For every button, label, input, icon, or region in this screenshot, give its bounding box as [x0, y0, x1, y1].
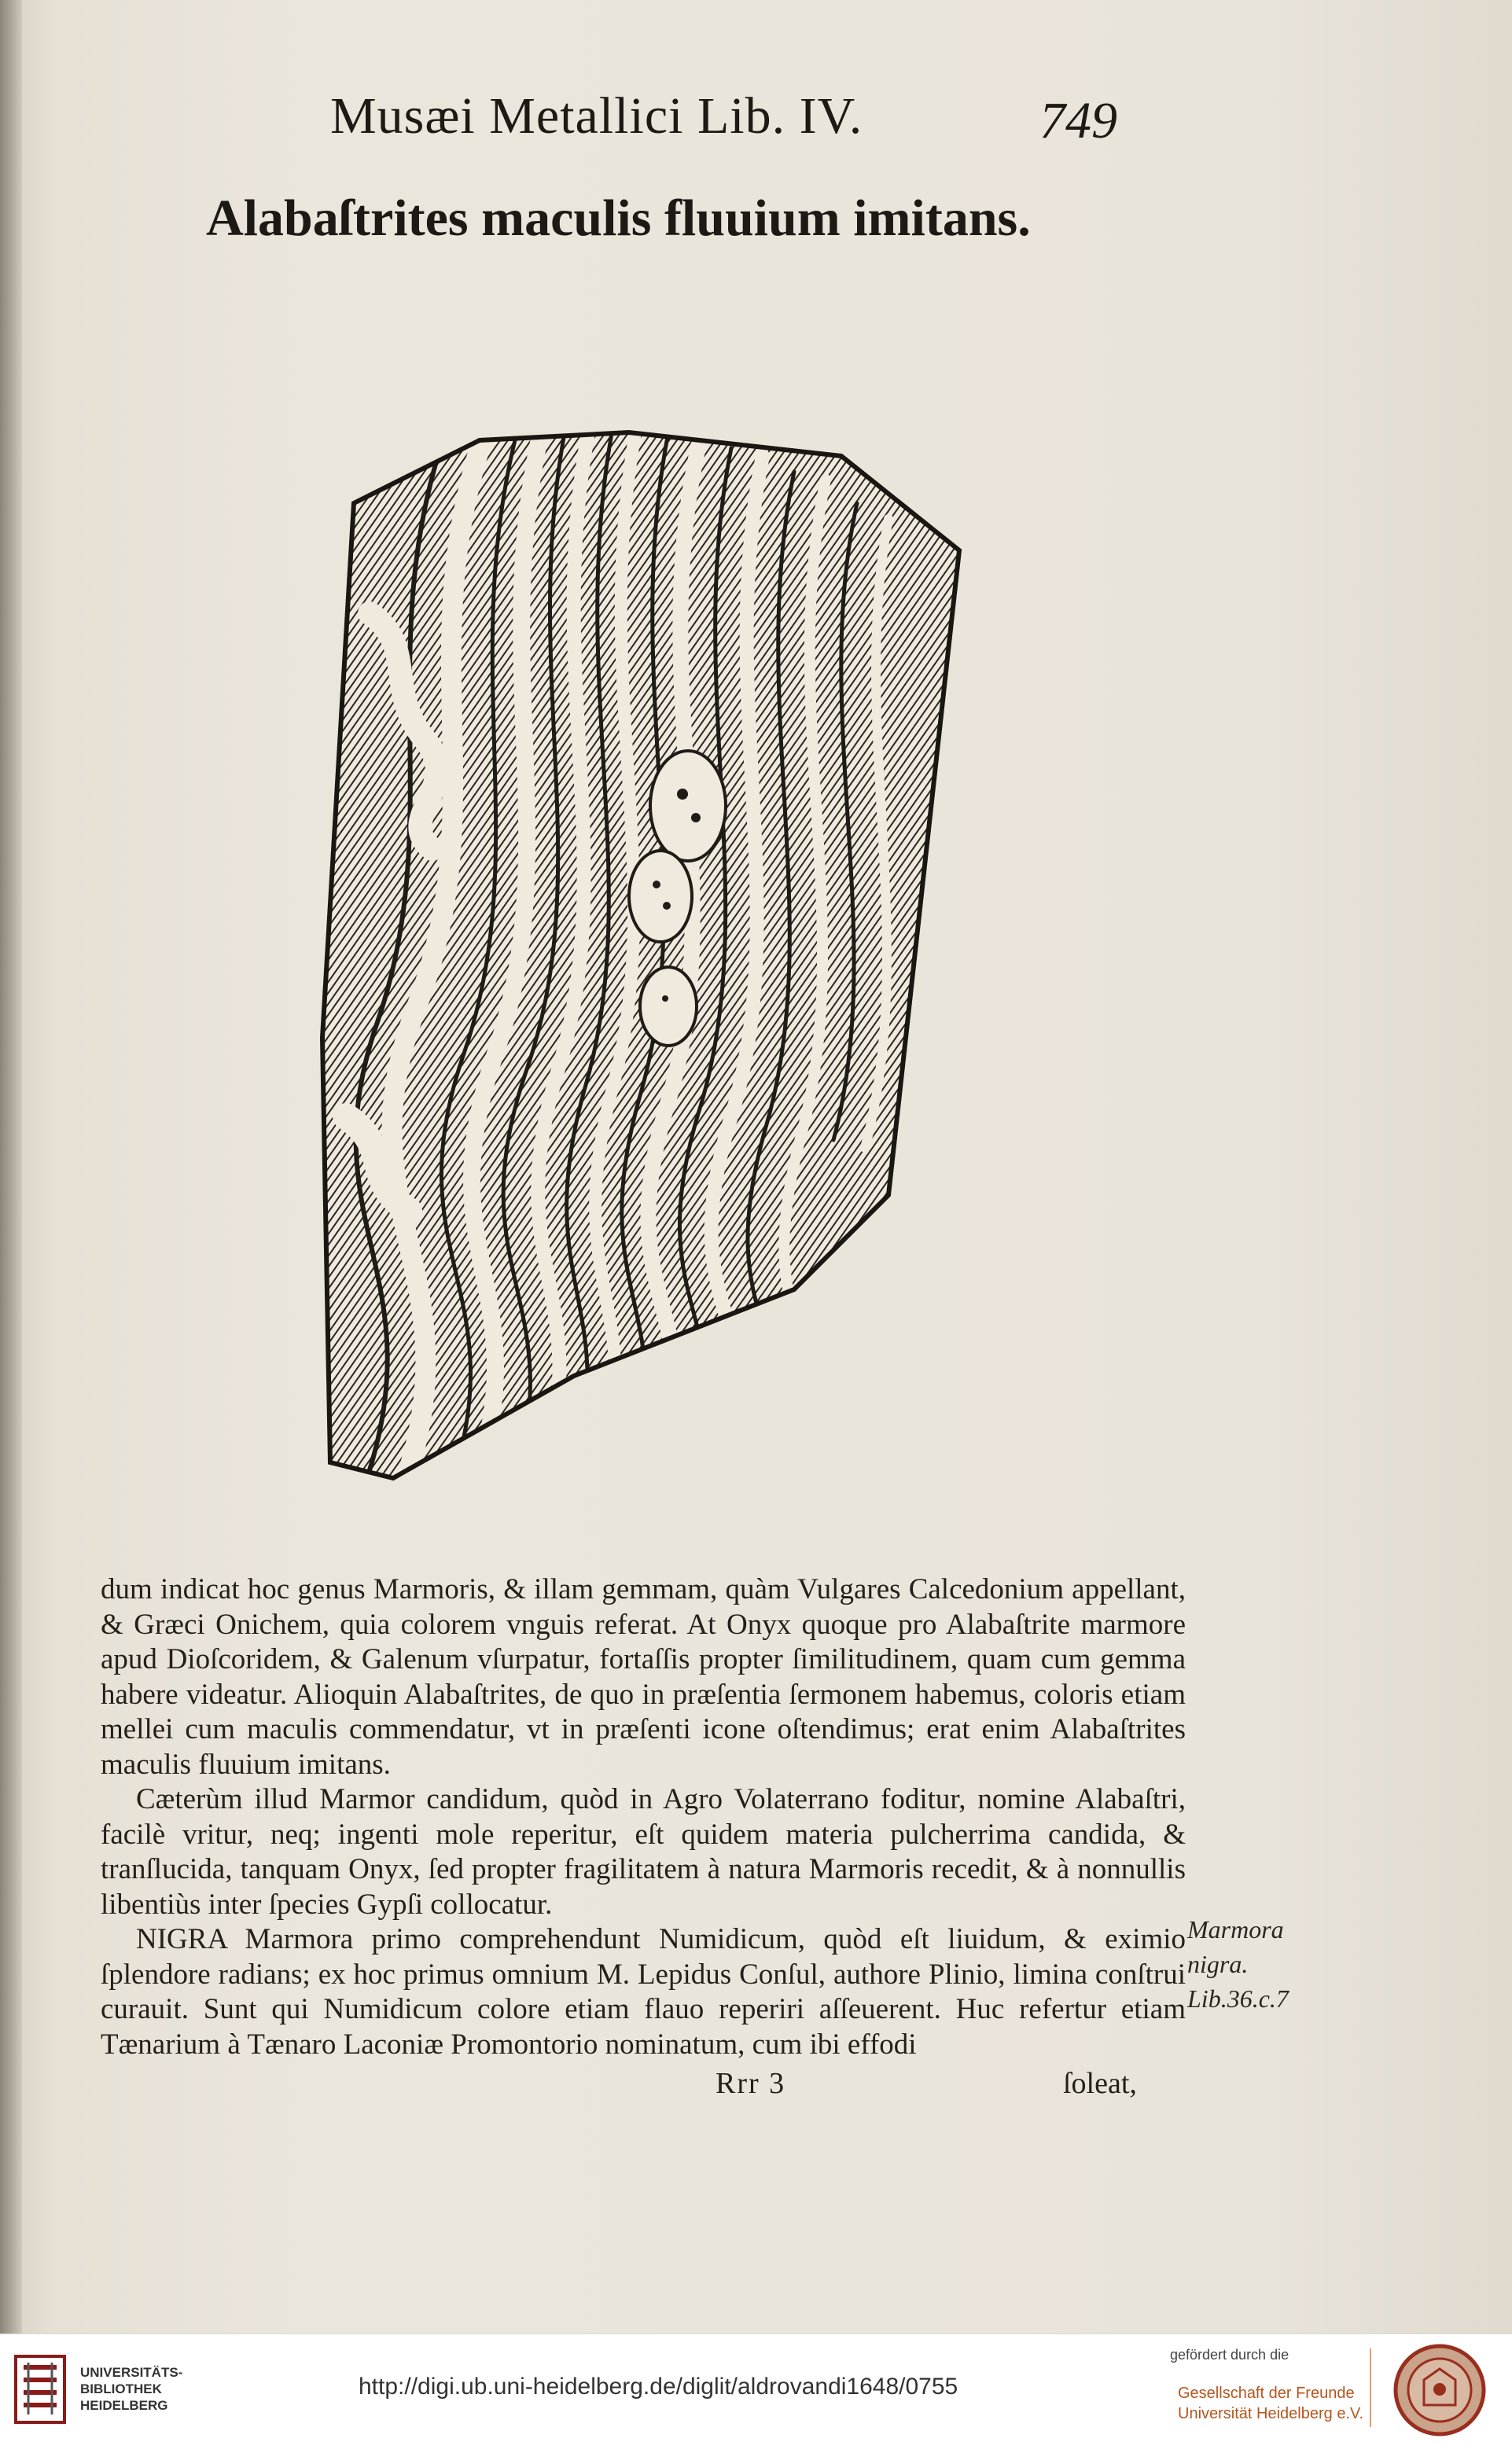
document-url[interactable]: http://digi.ub.uni-heidelberg.de/diglit/aldrovandi1648/0755 [359, 2374, 958, 2400]
signature-mark: Rrr 3 [716, 2067, 786, 2100]
figure-title: Alabaſtrites maculis fluuium imitans. [206, 189, 1031, 247]
sponsor-label: gefördert durch die [1170, 2347, 1289, 2363]
paragraph: dum indicat hoc genus Marmoris, & illam gemmam, quàm Vulgares Calcedonium appellant, & Græci Onichem, quia colorem vnguis referat. At Onyx quoque pro Alabaſtrite marmore apud Dioſcoridem, & Galenum vſurpatur, fortaſſis propter ſimilitudinem, quam cum gemma habere videatur. Alioquin Alabaſtrites, de quo in præſentia ſermonem habemus, coloris etiam mellei cum maculis commendatur, vt in præſenti icone oſtendimus; erat enim Alabaſtrites maculis fluuium imitans. [101, 1573, 1186, 1781]
paragraph: Cæterùm illud Marmor candidum, quòd in Agro Volaterrano foditur, nomine Alabaſtri, facilè vritur, neq; ingenti mole reperitur, eſt quidem materia pulcherrima candida, & tranſlucida, tanquam Onyx, ſed propter fragilitatem à natura Marmoris recedit, & à nonnullis libentiùs inter ſpecies Gypſi collocatur. [101, 1783, 1186, 1921]
viewer-footer [0, 2334, 1512, 2442]
divider [1370, 2348, 1371, 2427]
marginal-note-line: Lib.36.c.7 [1187, 1984, 1289, 2013]
marginal-note-line: Marmora [1187, 1915, 1284, 1944]
alabaster-woodcut-illustration [291, 409, 967, 1494]
university-seal-icon [1392, 2342, 1488, 2438]
library-name: UNIVERSITÄTS- BIBLIOTHEK HEIDELBERG [80, 2365, 183, 2413]
page-number: 749 [1039, 92, 1117, 149]
body-text [101, 1572, 1186, 2062]
marginal-note [1187, 1912, 1289, 2016]
paragraph: NIGRA Marmora primo comprehendunt Numidicum, quòd eſt liuidum, & eximio ſplendore radians; ex hoc primus omnium M. Lepidus Conſul, authore Plinio, limina conſtrui curauit. Sunt qui Numidicum colore etiam flauo reperiri aſſeuerent. Huc refertur etiam Tænarium à Tænaro Laconiæ Promontorio nominatum, cum ibi effodi [101, 1923, 1186, 2061]
sponsor-name[interactable]: Gesellschaft der Freunde Universität Heidelberg e.V. [1178, 2385, 1364, 2422]
running-head: Musæi Metallici Lib. IV. [330, 87, 863, 145]
page-gutter [0, 0, 22, 2334]
university-library-logo-icon [13, 2352, 68, 2427]
marginal-note-line: nigra. [1187, 1950, 1249, 1978]
catchword: ſoleat, [1063, 2067, 1137, 2100]
